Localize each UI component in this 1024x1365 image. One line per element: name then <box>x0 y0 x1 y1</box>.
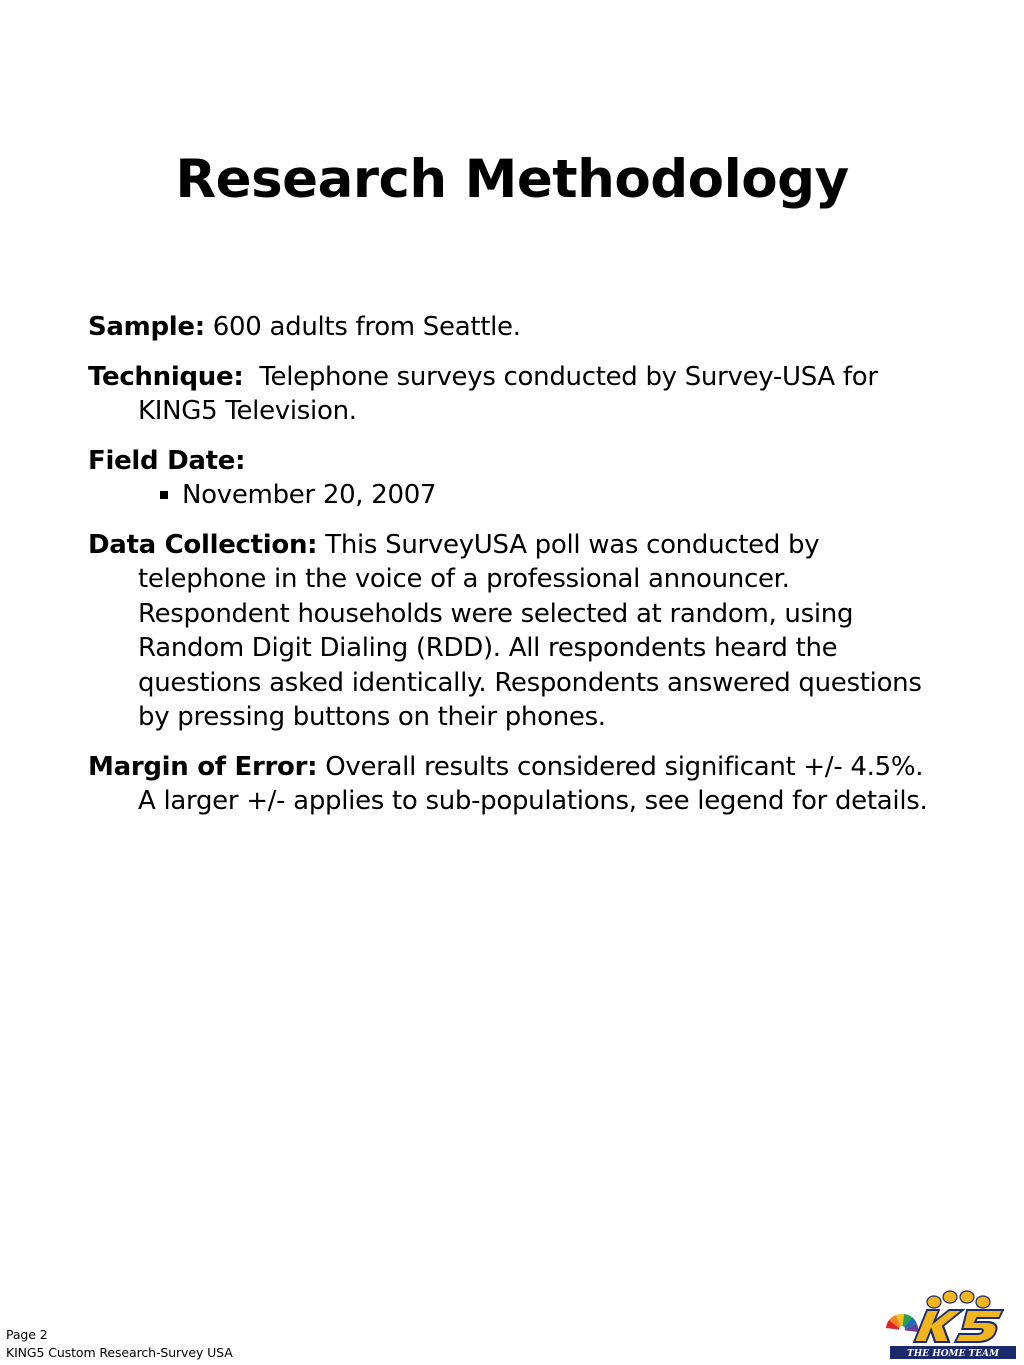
technique-text: Telephone surveys conducted by Survey-USA for KING5 Television. <box>138 361 886 426</box>
logo-tagline: THE HOME TEAM <box>907 1349 999 1359</box>
king5-logo <box>880 1290 1020 1360</box>
peacock-icon <box>886 1314 918 1332</box>
footer-page-number: Page 2 <box>6 1327 48 1342</box>
margin-of-error-text: Overall results considered significant +/- 4.5%. A larger +/- applies to sub-populations, see legend for details. <box>138 751 928 816</box>
paw-icon <box>927 1291 990 1308</box>
data-collection-label: Data Collection: <box>88 529 318 560</box>
data-collection-text: This SurveyUSA poll was conducted by telephone in the voice of a professional announcer. Respondent households were selected at random, using Random Digit Dialing (RDD). All respondents heard the questions asked identically. Respondents answered questions by pressing buttons on their phones. <box>138 529 922 732</box>
field-date-label: Field Date: <box>88 445 246 476</box>
sample-paragraph <box>88 310 938 345</box>
data-collection-paragraph <box>88 528 938 735</box>
technique-paragraph <box>88 360 938 429</box>
margin-of-error-label: Margin of Error: <box>88 751 318 782</box>
k5-mark <box>914 1310 1003 1342</box>
technique-label: Technique: <box>88 361 244 392</box>
margin-of-error-paragraph <box>88 750 938 819</box>
methodology-body <box>88 310 938 834</box>
sample-label: Sample: <box>88 312 205 342</box>
footer <box>6 1326 233 1362</box>
field-date-bullet <box>160 478 938 513</box>
footer-source: KING5 Custom Research-Survey USA <box>6 1345 233 1360</box>
field-date-paragraph <box>88 444 938 479</box>
square-bullet-icon <box>160 491 168 499</box>
field-date-value: November 20, 2007 <box>182 480 437 510</box>
sample-text: 600 adults from Seattle. <box>204 312 521 342</box>
page-title: Research Methodology <box>175 149 849 210</box>
